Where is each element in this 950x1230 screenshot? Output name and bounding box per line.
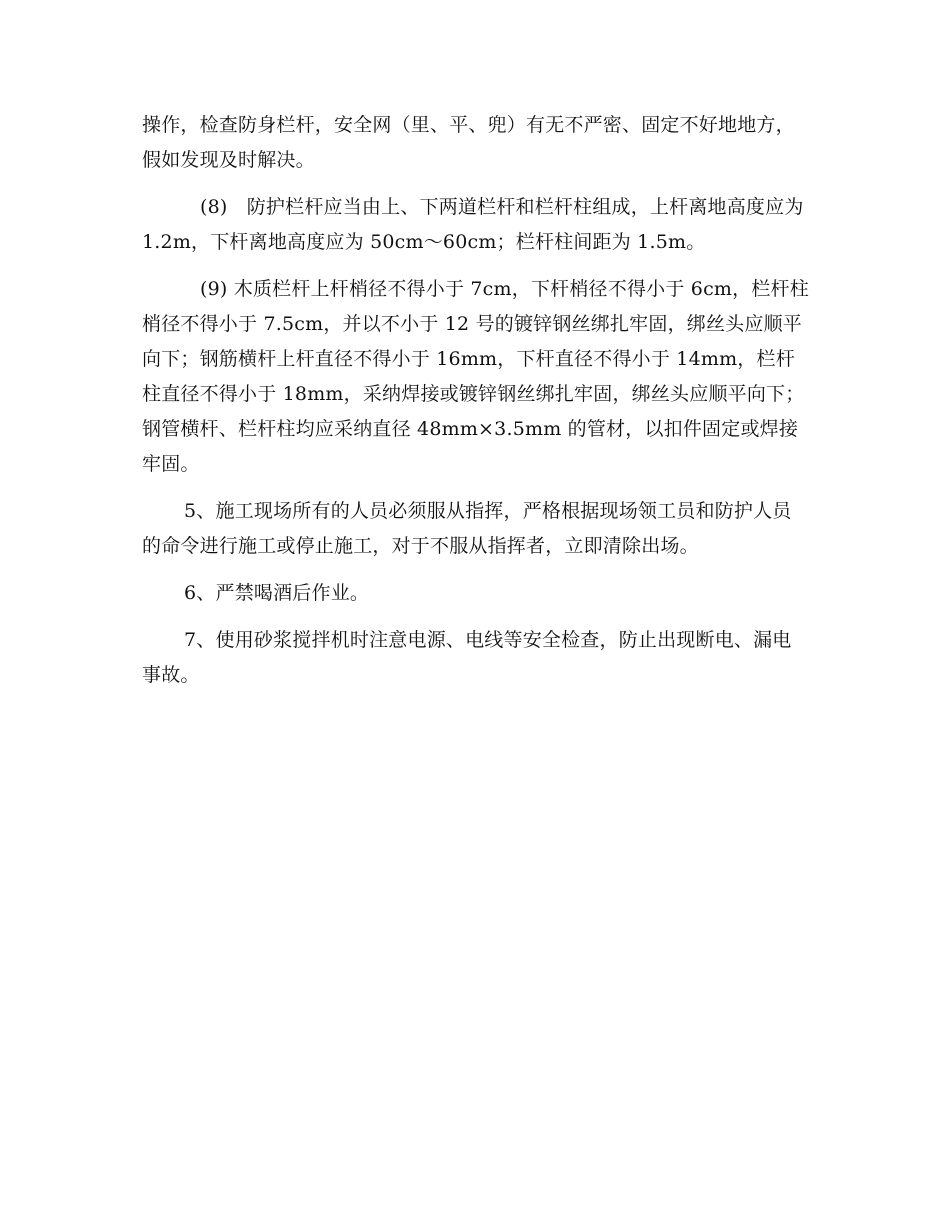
paragraph-item-5: 5、施工现场所有的人员必须服从指挥，严格根据现场领工员和防护人员的命令进行施工或停止施工，对于不服从指挥者，立即清除出场。 (142, 500, 792, 557)
paragraph-item-7: 7、使用砂浆搅拌机时注意电源、电线等安全检查，防止出现断电、漏电事故。 (142, 629, 792, 686)
paragraph-item-8: (8) 防护栏杆应当由上、下两道栏杆和栏杆柱组成，上杆离地高度应为 1.2m，下杆离地高度应为 50cm～60cm；栏杆柱间距为 1.5m。 (142, 196, 804, 253)
paragraph-item-6: 6、严禁喝酒后作业。 (184, 582, 370, 604)
document-body (142, 108, 810, 693)
paragraph-item-9: (9) 木质栏杆上杆梢径不得小于 7cm，下杆梢径不得小于 6cm，栏杆柱梢径不得小于 7.5cm，并以不小于 12 号的镀锌钢丝绑扎牢固，绑丝头应顺平向下；钢筋横杆上杆直径不得小于 16mm，下杆直径不得小于 14mm，栏杆柱直径不得小于 18mm，采纳焊接或镀锌钢丝绑扎牢固，绑丝头应顺平向下；钢管横杆、栏杆柱均应采纳直径 48mm×3.5mm 的管材，以扣件固定或焊接牢固。 (142, 278, 809, 475)
paragraph-guardrail-check: 操作，检查防身栏杆，安全网（里、平、兜）有无不严密、固定不好地地方，假如发现及时解决。 (142, 114, 795, 171)
